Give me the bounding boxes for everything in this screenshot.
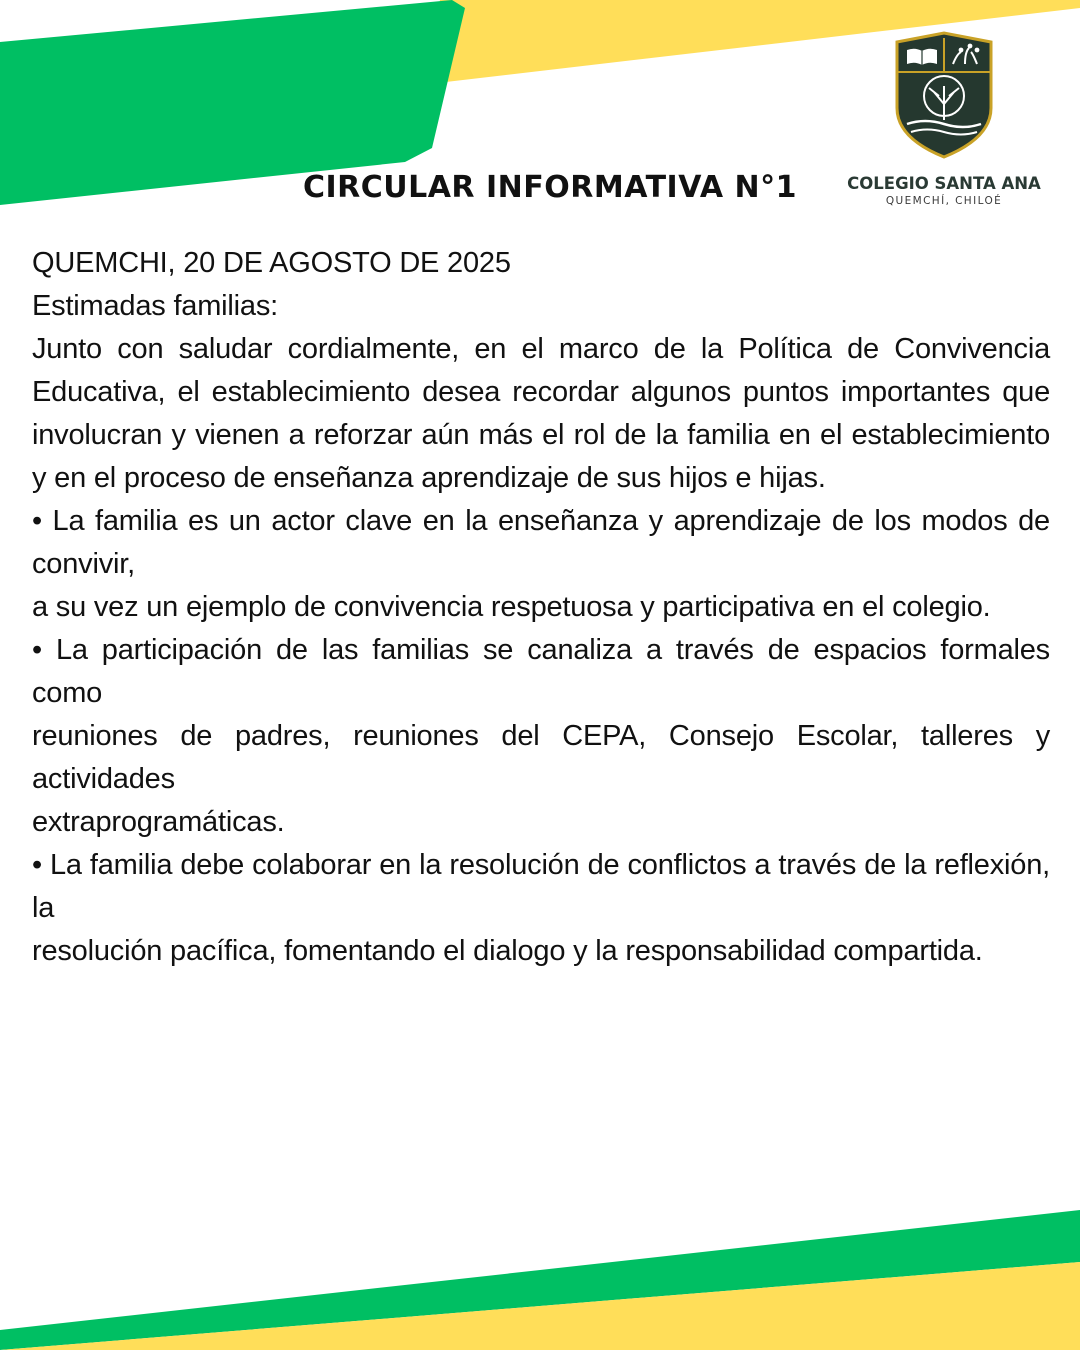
bullet-1-line-2: a su vez un ejemplo de convivencia respetuosa y participativa en el colegio.: [32, 591, 991, 623]
bullet-2-line-1: • La participación de las familias se canaliza a través de espacios formales como: [32, 634, 1050, 709]
school-crest-icon: [891, 30, 997, 160]
school-name: COLEGIO SANTA ANA: [847, 174, 1041, 193]
bullet-2-line-2: reuniones de padres, reuniones del CEPA, Consejo Escolar, talleres y actividades: [32, 720, 1050, 795]
intro-paragraph: Junto con saludar cordialmente, en el marco de la Política de Convivencia Educativa, el establecimiento desea recordar algunos puntos importantes que involucran y vienen a reforzar aún más el rol de la familia en el establecimiento y en el proceso de enseñanza aprendizaje de sus hijos e hijas.: [32, 333, 1050, 494]
date-line: QUEMCHI, 20 DE AGOSTO DE 2025: [32, 247, 511, 279]
circular-body: [32, 242, 1050, 973]
bullet-3-line-2: resolución pacífica, fomentando el dialogo y la responsabilidad compartida.: [32, 935, 983, 967]
greeting: Estimadas familias:: [32, 290, 278, 322]
school-logo: [838, 30, 1050, 207]
school-location: QUEMCHÍ, CHILOÉ: [885, 195, 1003, 207]
bullet-3-line-1: • La familia debe colaborar en la resolución de conflictos a través de la reflexión, la: [32, 849, 1050, 924]
bullet-2-line-3: extraprogramáticas.: [32, 806, 285, 838]
bullet-1-line-1: • La familia es un actor clave en la enseñanza y aprendizaje de los modos de convivir,: [32, 505, 1050, 580]
page-title: CIRCULAR INFORMATIVA N°1: [302, 170, 798, 205]
